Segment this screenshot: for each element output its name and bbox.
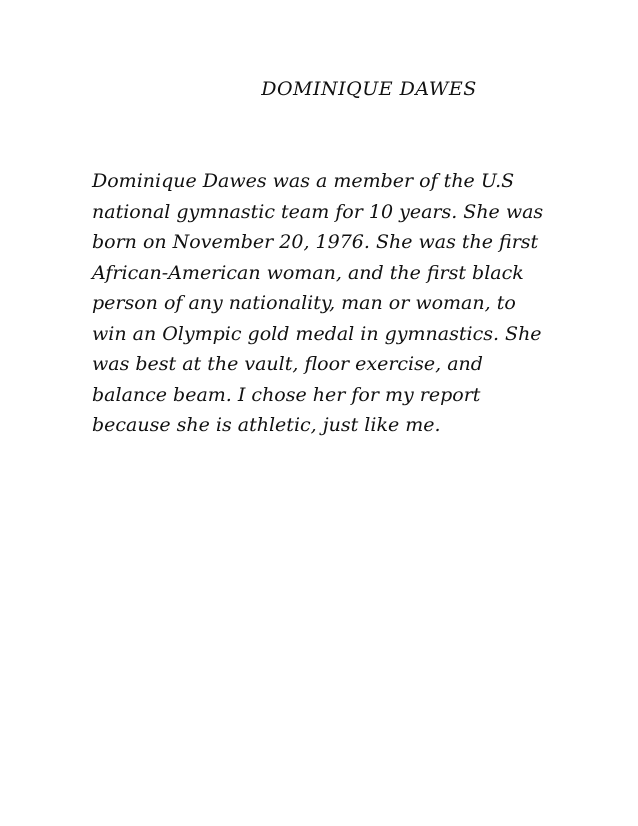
page-title: DOMINIQUE DAWES — [261, 78, 477, 100]
paragraph-line: was best at the vault, floor exercise, and — [92, 353, 483, 375]
paragraph-line: balance beam. I chose her for my report — [92, 383, 481, 406]
paragraph-line: national gymnastic team for 10 years. She was — [92, 200, 544, 223]
paragraph-line: because she is athletic, just like me. — [92, 414, 441, 436]
paragraph-line: person of any nationality, man or woman, to — [92, 292, 516, 314]
paragraph-line: born on November 20, 1976. She was the first — [92, 231, 539, 253]
paragraph-line: African-American woman, and the first black — [92, 261, 524, 284]
paragraph-line: Dominique Dawes was a member of the U.S — [92, 170, 515, 192]
report-paragraph — [92, 166, 562, 441]
paragraph-line: win an Olympic gold medal in gymnastics. She — [92, 322, 542, 345]
